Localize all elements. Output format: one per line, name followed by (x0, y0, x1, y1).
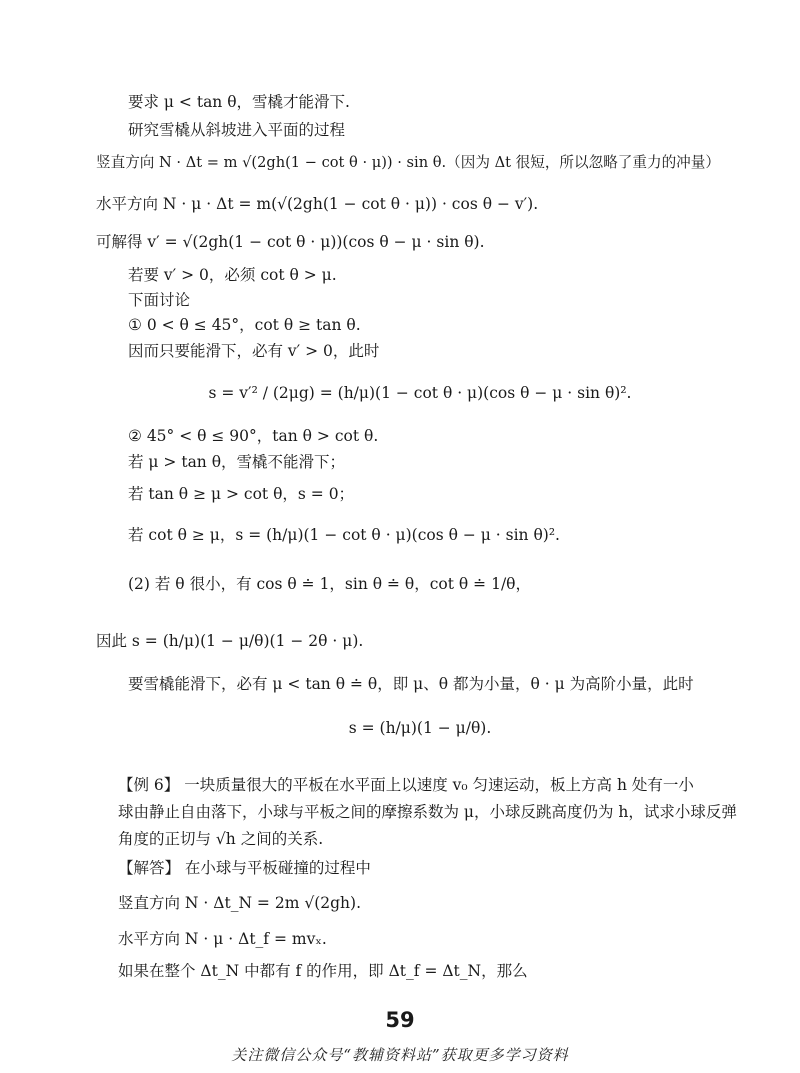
text-line-9: 因而只要能滑下，必有 v′ > 0，此时 (128, 342, 380, 360)
solution-line-3: 水平方向 N · μ · Δt_f = mvₓ. (118, 930, 327, 948)
solution-line-4: 如果在整个 Δt_N 中都有 f 的作用，即 Δt_f = Δt_N，那么 (118, 962, 528, 980)
text-line-8: ① 0 < θ ≤ 45°，cot θ ≥ tan θ. (128, 316, 361, 334)
example-6-line-2: 球由静止自由落下，小球与平板之间的摩擦系数为 μ，小球反跳高度仍为 h，试求小球反弹 (118, 803, 737, 821)
example-6-line-1: 【例 6】 一块质量很大的平板在水平面上以速度 v₀ 匀速运动，板上方高 h 处有一小 (118, 776, 694, 794)
text-line-4: 水平方向 N · μ · Δt = m(√(2gh(1 − cot θ · μ)) · cos θ − v′). (96, 195, 539, 213)
text-line-13: 若 tan θ ≥ μ > cot θ，s = 0； (128, 485, 355, 503)
equation-2: s = (h/μ)(1 − μ/θ). (348, 719, 492, 737)
text-line-3: 竖直方向 N · Δt = m √(2gh(1 − cot θ · μ)) · sin θ.（因为 Δt 很短，所以忽略了重力的冲量） (96, 154, 720, 171)
text-line-12: 若 μ > tan θ，雪橇不能滑下； (128, 453, 346, 471)
solution-line-2: 竖直方向 N · Δt_N = 2m √(2gh). (118, 894, 361, 912)
text-line-2: 研究雪橇从斜坡进入平面的过程 (128, 121, 346, 139)
text-line-15: (2) 若 θ 很小，有 cos θ ≐ 1，sin θ ≐ θ，cot θ ≐ 1/θ， (128, 575, 532, 593)
page-number: 59 (385, 1008, 415, 1032)
text-line-11: ② 45° < θ ≤ 90°，tan θ > cot θ. (128, 427, 379, 445)
text-line-7: 下面讨论 (128, 291, 191, 309)
text-line-17: 要雪橇能滑下，必有 μ < tan θ ≐ θ，即 μ、θ 都为小量，θ · μ 为高阶小量，此时 (128, 675, 694, 693)
footer-note: 关注微信公众号“教辅资料站”获取更多学习资料 (231, 1046, 569, 1064)
text-line-6: 若要 v′ > 0，必须 cot θ > μ. (128, 266, 337, 284)
solution-line-1: 【解答】 在小球与平板碰撞的过程中 (118, 859, 371, 877)
equation-1: s = v′² / (2μg) = (h/μ)(1 − cot θ · μ)(cos θ − μ · sin θ)². (208, 384, 632, 402)
example-6-line-3: 角度的正切与 √h 之间的关系. (118, 830, 324, 848)
text-line-1: 要求 μ < tan θ，雪橇才能滑下. (128, 93, 350, 111)
text-line-14: 若 cot θ ≥ μ，s = (h/μ)(1 − cot θ · μ)(cos θ − μ · sin θ)². (128, 526, 560, 544)
text-line-16: 因此 s = (h/μ)(1 − μ/θ)(1 − 2θ · μ). (96, 632, 364, 650)
text-line-5: 可解得 v′ = √(2gh(1 − cot θ · μ))(cos θ − μ · sin θ). (96, 233, 485, 251)
